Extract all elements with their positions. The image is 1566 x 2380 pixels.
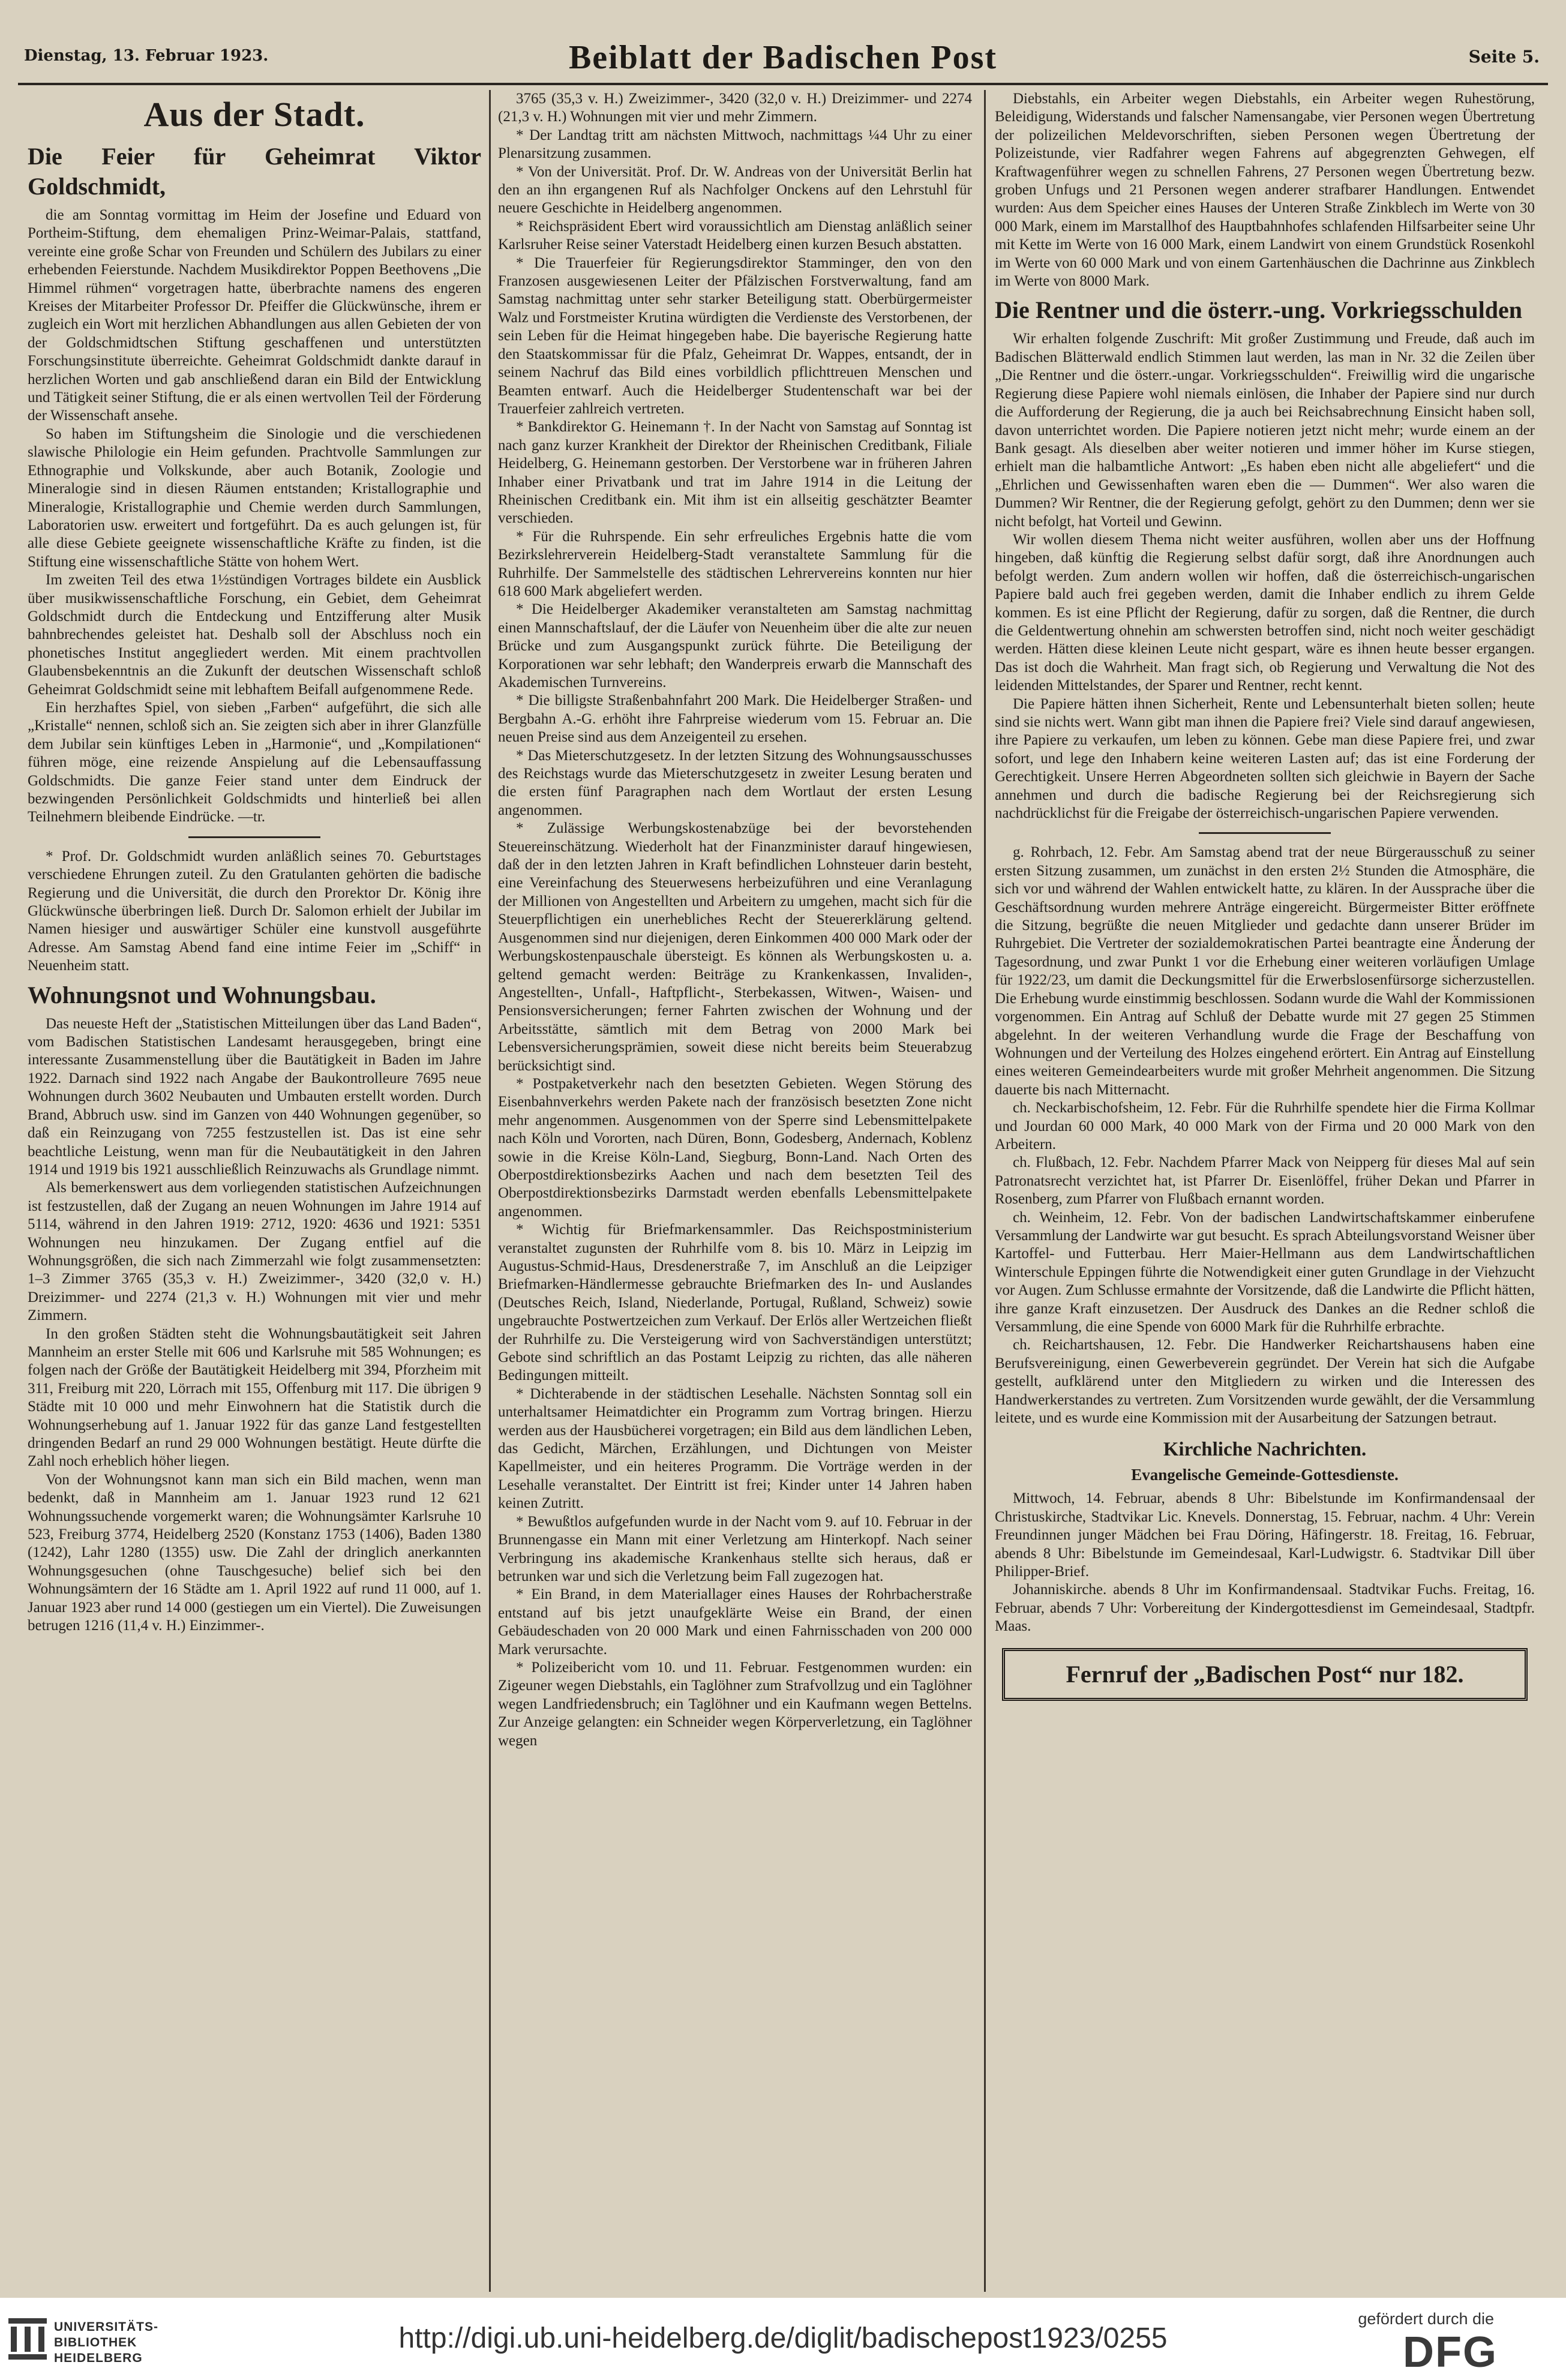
article-paragraph: Im zweiten Teil des etwa 1½stündigen Vortrages bildete ein Ausblick über musikwissenschaftliche Forschung, ein Gebiet, dem Geheimrat Goldschmidt durch die Entdeckung und Entzifferung alter Musik bahnbrechendes geleistet hat. Deshalb soll der Abschluss noch ein phonetisches Institut angegliedert werden. Mit einem prachtvollen Glaubensbekenntnis an die Zukunft der deutschen Wissenschaft schloß Geheimrat Goldschmidt seine mit lebhaftem Beifall aufgenommene Rede. — [28, 572, 481, 698]
article-title-rentner: Die Rentner und die österr.-ung. Vorkriegsschulden — [995, 296, 1522, 324]
news-item: * Dichterabende in der städtischen Lesehalle. Nächsten Sonntag soll ein unterhaltsamer Heimatdichter ein Programm zum Vortrag bringen. Hierzu werden aus der Hausbücherei vorgetragen; ein Bild aus dem ländlichen Leben, das Gedicht, Märchen, Erzählungen, und Dichtungen von Meister Kapellmeister, und ein heiteres Programm. Die Vorträge werden in der Lesehalle veranstaltet. Der Eintritt ist frei; Kinder unter 14 Jahren haben keinen Zutritt. — [498, 1385, 972, 1512]
source-url-link[interactable]: http://digi.ub.uni-heidelberg.de/diglit/badischepost1923/0255 — [398, 2322, 1168, 2354]
news-item: * Bankdirektor G. Heinemann †. In der Nacht von Samstag auf Sonntag ist nach ganz kurzer Krankheit der Direktor der Rheinischen Creditbank, Filiale Heidelberg, G. Heinemann gestorben. Der Verstorbene war in früheren Jahren Inhaber einer Privatbank und trat im Jahre 1914 in die Leitung der Rheinischen Creditbank ein. Mit ihm ist ein allseitig geschätzter Beamter verschieden. — [498, 419, 972, 527]
masthead-date: Dienstag, 13. Februar 1923. — [24, 47, 269, 65]
news-item: ch. Reichartshausen, 12. Febr. Die Handwerker Reichartshausens haben eine Berufsvereinigung, einen Gewerbeverein gegründet. Der Verein hat sich die Aufgabe gestellt, aufklärend unter den Mitgliedern zu wirken und die Interessen des Handwerkerstandes zu vertreten. Zum Vorsitzenden wurde gewählt, der die Versammlung leitete, und es wurde eine Kommission mit der Ausarbeitung der Satzungen betraut. — [995, 1337, 1535, 1427]
column-rule — [984, 90, 986, 2292]
church-news-entry: Mittwoch, 14. Februar, abends 8 Uhr: Bibelstunde im Konfirmandensaal der Christuskirche, Stadtvikar Lic. Knevels. Donnerstag, 15. Februar, nachm. 4 Uhr: Verein Freundinnen junger Mädchen bei Frau Döring, Häfingerstr. 18. Freitag, 16. Februar, abends 8 Uhr: Bibelstunde im Gemeindesaal, Karl-Ludwigstr. 6. Stadtvikar Dill über Philipper-Brief. — [995, 1490, 1535, 1580]
article-paragraph: Wir erhalten folgende Zuschrift: Mit großer Zustimmung und Freude, daß auch im Badischen Blätterwald endlich Stimmen laut werden, las man in Nr. 32 die Zeilen über „Die Rentner und die österr.-ungar. Vorkriegsschulden“. Freiwillig wird die ungarische Regierung diese Papiere wohl niemals einlösen, die Inhaber der Papiere sind nur durch die Aufforderung der Regierung, die ja auch bei Reichsabrechnung Einsicht haben soll, davon unterrichtet worden. Die Papiere notieren jetzt nicht mehr; wurde einem an der Bank gesagt. Als dieselben aber weiter notieren und immer höher im Kurse stiegen, erhielt man die halbamtliche Antwort: „Es haben eben nicht alle abgeliefert“ und die „Ehrlichen und Gewissenhaften waren eben die — Dummen“. Wer also waren die Dummen? Wir Rentner, die der Regierung gefolgt, gehört zu den Dummen; denn wer sie nicht befolgt, hat Vorteil und Gewinn. — [995, 331, 1535, 530]
news-item: * Polizeibericht vom 10. und 11. Februar. Festgenommen wurden: ein Zigeuner wegen Diebstahls, ein Taglöhner zum Strafvollzug und ein Taglöhner wegen Landfriedensbruch; ein Taglöhner und ein Kaufmann wegen Bettelns. Zur Anzeige gelangten: ein Schneider wegen Körperverletzung, ein Taglöhner wegen — [498, 1659, 972, 1749]
article-paragraph: Wir wollen diesem Thema nicht weiter ausführen, wollen aber uns der Hoffnung hingeben, daß künftig die Regierung selbst dafür sorgt, daß ihre Anordnungen auch befolgt werden. Zum andern wollen wir hoffen, daß die österreichisch-ungarischen Papiere bald auch frei gegeben werden, damit die Inhaber endlich zu ihrem Gelde kommen. Es ist eine Pflicht der Regierung, dafür zu sorgen, daß die Rentner, die durch die Geldentwertung ohnehin am schwersten betroffen sind, nicht noch weiter geschädigt werden. Hätten diese kleinen Leute nicht gespart, wäre es ihnen heute besser ergangen. Das ist doch die Wahrheit. Man fragt sich, ob Regierung und Verwaltung die Not des leidenden Mittelstandes, der Sparer und Rentner, recht kennt. — [995, 531, 1535, 694]
article-paragraph: die am Sonntag vormittag im Heim der Josefine und Eduard von Portheim-Stiftung, dem ehemaligen Prinz-Weimar-Palais, stattfand, vereinte eine große Schar von Freunden und Schülern des Jubilars zu einer erhebenden Feierstunde. Nachdem Musikdirektor Poppen Beethovens „Die Himmel rühmen“ vorgetragen hatte, überbrachte namens des engeren Kreises der Mitarbeiter Professor Dr. Pfeiffer die Glückwünsche, ihrem er zugleich ein Wort mit herzlichen Abhandlungen aus allen Gebieten der von der Goldschmidtschen Stiftung geschaffenen und unterstützten Forschungsinstitute überreichte. Geheimrat Goldschmidt dankte darauf in herzlichen Worten und gab anschließend daran ein Bild der Entwicklung und Tätigkeit seiner Stiftung, die er als einen wertvollen Teil der Förderung der Wissenschaft ansehe. — [28, 207, 481, 424]
news-item: * Bewußtlos aufgefunden wurde in der Nacht vom 9. auf 10. Februar in der Brunnengasse ein Mann mit einer Verletzung am Hinterkopf. Nach seiner Verbringung ins akademische Krankenhaus stellte sich heraus, daß er betrunken war und sich die Verletzung beim Fall zugezogen hat. — [498, 1513, 972, 1584]
church-news-title: Kirchliche Nachrichten. — [1163, 1439, 1367, 1461]
news-item: * Von der Universität. Prof. Dr. W. Andreas von der Universität Berlin hat den an ihn ergangenen Ruf als Nachfolger Onckens auf den Lehrstuhl für neuere Geschichte in Heidelberg angenommen. — [498, 163, 972, 217]
article-paragraph: Ein herzhaftes Spiel, von sieben „Farben“ aufgeführt, die sich alle „Kristalle“ nennen, schloß sich an. Sie zeigten sich aber in ihrer Glanzfülle dem Jubilar sein künftiges Leben in „Harmonie“, und „Kompilationen“ führen möge, eine reizende Anspielung auf die Lebensauffassung Goldschmidts. Die ganze Feier stand unter dem Eindruck der bezwingenden Persönlichkeit Goldschmidts und hinterließ bei allen Teilnehmern bleibende Eindrücke. —tr. — [28, 699, 481, 826]
article-paragraph: So haben im Stiftungsheim die Sinologie und die verschiedenen slawische Philologie ein Heim gefunden. Prachtvolle Sammlungen zur Ethnographie und Volkskunde, aber auch Botanik, Zoologie und Mineralogie sind in diesen Räumen entstanden; Kristallographie und Mineralogie, Kristallographie und Chemie werden durch Sammlungen, Laboratorien usw. erweitert und fortgeführt. Da es auch gelungen ist, für alle diese Gebiete geeignete wissenschaftliche Kräfte zu finden, ist die Stiftung eine wissenschaftliche Stätte von hohem Wert. — [28, 425, 481, 570]
masthead-title: Beiblatt der Badischen Post — [568, 39, 998, 76]
column-rule — [489, 90, 491, 2292]
news-item: * Reichspräsident Ebert wird voraussichtlich am Dienstag anläßlich seiner Karlsruher Reise seiner Vaterstadt Heidelberg einen kurzen Besuch abstatten. — [498, 218, 972, 253]
news-item: * Die Trauerfeier für Regierungsdirektor Stamminger, den von den Franzosen ausgewiesenen Leiter der Pfälzischen Forstverwaltung, fand am Samstag nachmittag unter sehr starker Beteiligung statt. Oberbürgermeister Walz und Forstmeister Krutina würdigten die Verdienste des Verstorbenen, der sein Leben für die Heimat hingegeben habe. Die bayerische Regierung hatte den Staatskommissar für die Pfalz, Geheimrat Dr. Wappes, entsandt, der in seinem Nachruf das Bild eines vorbildlich pflichttreuen Menschen und Beamten entwarf. Auch die Heidelberger Studentenschaft war bei der Trauerfeier zahlreich vertreten. — [498, 254, 972, 417]
section-title: Aus der Stadt. — [143, 95, 365, 134]
article-paragraph: Das neueste Heft der „Statistischen Mitteilungen über das Land Baden“, vom Badischen Statistischen Landesamt herausgegeben, bringt eine interessante Zusammenstellung über die Bautätigkeit in Baden im Jahre 1922. Darnach sind 1922 nach Angabe der Baukontrolleure 7695 neue Wohnungen durch 3602 Neubauten und Umbauten erstellt worden. Durch Brand, Abbruch usw. sind im Ganzen von 440 Wohnungen gegenüber, so daß ein Reinzugang von 7255 festzustellen ist. Das ist eine sehr beachtliche Leistung, wenn man für die Neubautätigkeit in den Jahren 1914 und 1919 bis 1921 ausschließlich Reinzuwachs als Grundlage nimmt. — [28, 1015, 481, 1178]
library-name-line: UNIVERSITÄTS- — [54, 2320, 159, 2334]
news-item: * Für die Ruhrspende. Ein sehr erfreuliches Ergebnis hatte die vom Bezirkslehrerverein Heidelberg-Stadt veranstaltete Sammlung für die Ruhrhilfe. Der Sammelstelle des städtischen Lehrervereins konnten nur hier 618 600 Mark abgeliefert werden. — [498, 528, 972, 599]
news-item: ch. Flußbach, 12. Febr. Nachdem Pfarrer Mack von Neipperg für dieses Mal auf sein Patronatsrecht verzichtet hat, ist Pfarrer Dr. Eisenlöffel, früher Dekan und Pfarrer in Rosenberg, zum Pfarrer von Flußbach ernannt worden. — [995, 1154, 1535, 1208]
news-item: Diebstahls, ein Arbeiter wegen Diebstahls, ein Arbeiter wegen Ruhestörung, Beleidigung, Widerstands und falscher Namensangabe, vier Personen wegen Übertretung der polizeilichen Meldevorschriften, sieben Personen wegen Übertretung der Polizeistunde, vier Radfahrer wegen Fahrens auf abgegrenzten Gehwegen, elf Kraftwagenführer wegen zu schnellen Fahrens, 27 Personen wegen Übertretung bezw. groben Unfugs und 21 Personen wegen anderer strafbarer Handlungen. Entwendet wurden: Aus dem Speicher eines Hauses der Unteren Straße Zinkblech im Werte von 30 000 Mark, einem im Marstallhof des Hauptbahnhofes schlafenden Hilfsarbeiter seine Uhr mit Kette im Werte von 16 000 Mark, einem Landwirt von einem Grundstück Rosenkohl im Werte von 60 000 Mark und von einem Gartenhäuschen die Dachrinne aus Zinkblech im Werte von 8000 Mark. — [995, 91, 1535, 290]
news-item: * Die billigste Straßenbahnfahrt 200 Mark. Die Heidelberger Straßen- und Bergbahn A.-G. erhöht ihre Fahrpreise wiederum vom 15. Februar an. Die neuen Preise sind aus dem Anzeigenteil zu ersehen. — [498, 692, 972, 746]
article-paragraph: In den großen Städten steht die Wohnungsbautätigkeit seit Jahren Mannheim an erster Stelle mit 606 und Karlsruhe mit 585 Wohnungen; es folgen nach der Größe der Bautätigkeit Heidelberg mit 394, Pforzheim mit 311, Freiburg mit 220, Lörrach mit 155, Offenburg mit 117. Die übrigen 9 Städte mit 10 000 und mehr Einwohnern hat die Statistik durch die Wohnungserhebung auf 1. Januar 1922 für das ganze Land festgestellten dringenden Bedarf an rund 29 000 Wohnungen bestätigt. Heute dürfte die Zahl noch erheblich höher liegen. — [28, 1325, 481, 1470]
article-paragraph: * Prof. Dr. Goldschmidt wurden anläßlich seines 70. Geburtstages verschiedene Ehrungen zuteil. Zu den Gratulanten gehörten die badische Regierung und die Universität, die durch den Prorektor Dr. König ihre Glückwünsche überbringen ließ. Durch Dr. Salomon erhielt der Jubilar im Namen hiesiger und auswärtiger Schüler eine kunstvoll ausgeführte Adresse. Am Samstag Abend fand eine intime Feier im „Schiff“ in Neuenheim statt. — [28, 848, 481, 974]
library-name-line: BIBLIOTHEK — [54, 2336, 137, 2349]
news-item: ch. Neckarbischofsheim, 12. Febr. Für die Ruhrhilfe spendete hier die Firma Kollmar und Jourdan 60 000 Mark, 40 000 Mark von der Firma und 20 000 Mark von den Arbeitern. — [995, 1100, 1535, 1153]
column-2 — [498, 90, 972, 2292]
news-item: * Zulässige Werbungskostenabzüge bei der bevorstehenden Steuereinschätzung. Wiederholt hat der Finanzminister darauf hingewiesen, daß der in den letzten Jahren in Kraft befindlichen Lohnsteuer darin besteht, eine Vereinfachung des Steuerwesens herbeizuführen und eine Veranlagung der Millionen von Angestellten und Arbeitern zu umgehen, macht sich für die Steuerpflichtigen ein unerhebliches Recht der Steuererklärung geltend. Ausgenommen sind nur diejenigen, deren Einkommen 400 000 Mark oder der Werbungskostenpauschale übersteigt. Es können als Werbungskosten u. a. geltend gemacht werden: Beiträge zu Krankenkassen, Invaliden-, Angestellten-, Unfall-, Haftpflicht-, Sterbekassen, Witwen-, Waisen- und Pensionsversicherungen; ferner Fahrten zwischen der Wohnung und der Arbeitsstätte, sämtlich mit dem Betrag von 2000 Mark bei Lebensversicherungsprämien, soweit diese nicht bereits beim Steuerabzug berücksichtigt sind. — [498, 820, 972, 1074]
dfg-logo: DFG — [1403, 2328, 1498, 2376]
article-paragraph: Von der Wohnungsnot kann man sich ein Bild machen, wenn man bedenkt, daß in Mannheim am 1. Januar 1923 rund 12 621 Wohnungssuchende vorgemerkt waren; die Wohnungsämter Karlsruhe 10 523, Freiburg 3774, Heidelberg 2520 (Konstanz 1753 (1406), Baden 1380 (1242), Lahr 1280 (1355) usw. Die Zahl der dringlich anerkannten Wohnungsgesuchen (ohne Tauschgesuche) belief sich bei den Wohnungsämtern der 16 Städte am 1. April 1922 auf rund 11 000, auf 1. Januar 1923 aber rund 14 000 (gestiegen um ein Viertel). Die Zuweisungen betrugen 1216 (11,4 v. H.) Einzimmer-. — [28, 1471, 481, 1634]
news-item: * Wichtig für Briefmarkensammler. Das Reichspostministerium veranstaltet zugunsten der Ruhrhilfe vom 8. bis 10. März in Leipzig im Augustus-Schmid-Haus, Dresdenerstraße 7, im Anschluß an die Leipziger Briefmarken-Händlermesse gebrauchte Briefmarken des In- und Auslandes (Deutsches Reich, Island, Niederlande, Portugal, Rußland, Schweiz) sowie ungebrauchte Postwertzeichen zum Verkauf. Der Erlös aller Wertzeichen fließt der Ruhrhilfe zu. Die Versteigerung wird von Sachverständigen unterstützt; Gebote sind schriftlich an das Postamt Leipzig zu richten, das alle näheren Bedingungen mitteilt. — [498, 1221, 972, 1384]
news-item: ch. Weinheim, 12. Febr. Von der badischen Landwirtschaftskammer einberufene Versammlung der Landwirte war gut besucht. Es sprach Abteilungsvorstand Weisner über Kartoffel- und Futterbau. Herr Maier-Hellmann aus dem Landwirtschaftlichen Winterschule Eppingen führte die Notwendigkeit einer guten Grundlage in der Viehzucht vor Augen. Zum Schlusse ermahnte der Vorsitzende, daß die Landwirte die Pflicht hätten, ihre ganze Kraft einzusetzen. Der Ausdruck des Dankes an die Redner schloß die Versammlung, die eine Spende von 6000 Mark für die Ruhrhilfe erbrachte. — [995, 1209, 1535, 1335]
news-item: * Die Heidelberger Akademiker veranstalteten am Samstag nachmittag einen Mannschaftslauf, der die Läufer von Neuenheim über die alte zur neuen Brücke und zum Ausgangspunkt zurück führte. Die Beteiligung der Korporationen war sehr lebhaft; den Wanderpreis erwarb die Mannschaft des Akademischen Turnvereins. — [498, 601, 972, 691]
news-item: g. Rohrbach, 12. Febr. Am Samstag abend trat der neue Bürgerausschuß zu seiner ersten Sitzung zusammen, um zunächst in den ersten 2½ Stunden die Atmosphäre, die sich vor und während der Wahlen entwickelt hatte, zu klären. In der Aussprache über die Geschäftsordnung wurden mehrere Anträge eingereicht. Bürgermeister Bitter eröffnete die Sitzung, begrüßte die neuen Mitglieder und gedachte dann unserer Brüder im Ruhrgebiet. Die Vertreter der sozialdemokratischen Partei beantragte eine Änderung der Tagesordnung, und zwar Punkt 1 vor die Erhebung einer weiteren vorläufigen Umlage für 1922/23, um damit die Deckungsmittel für die Erwerbslosenfürsorge sicherzustellen. Die Erhebung wurde einstimmig beschlossen. Sodann wurde die Wahl der Kommissionen vorgenommen. Ein Antrag auf Schluß der Debatte wurde mit 27 gegen 25 Stimmen abgelehnt. In der weiteren Verhandlung wurde die Frage der Beschaffung von Wohnungen und der Verteilung des Holzes eingehend erörtert. Ein Antrag auf Einstellung eines weiteren Gemeindearbeiters wurde mit großer Mehrheit angenommen. Die Sitzung dauerte bis nach Mitternacht. — [995, 844, 1535, 1098]
masthead — [18, 35, 1548, 85]
digitization-footer — [0, 2298, 1566, 2380]
funded-by-label: gefördert durch die — [1358, 2310, 1494, 2328]
telephone-ad-box: Fernruf der „Badischen Post“ nur 182. — [1002, 1648, 1528, 1701]
column-1 — [28, 90, 481, 2292]
news-item: 3765 (35,3 v. H.) Zweizimmer-, 3420 (32,0 v. H.) Dreizimmer- und 2274 (21,3 v. H.) Wohnungen mit vier und mehr Zimmern. — [498, 91, 972, 125]
article-paragraph: Die Papiere hätten ihnen Sicherheit, Rente und Lebensunterhalt bieten sollen; heute sind sie nichts wert. Wann gibt man ihnen die Papiere frei? Viele sind darauf angewiesen, ihre Papiere zu verkaufen, um leben zu können. Gebe man diese Papiere frei, und zwar sofort, und lege den Inhabern keine weiteren Lasten auf; das ist eine Forderung der Gerechtigkeit. Unsere Herren Abgeordneten sollten sich gleichwie in Bayern der Sache annehmen und durch die badische Regierung bei der Reichsregierung sich nachdrücklichst für die Freigabe der österreichisch-ungarischen Papiere verwenden. — [995, 695, 1535, 822]
masthead-page-number: Seite 5. — [1468, 47, 1540, 67]
article-title-wohnungsnot: Wohnungsnot und Wohnungsbau. — [28, 981, 376, 1009]
news-item: * Das Mieterschutzgesetz. In der letzten Sitzung des Wohnungsausschusses des Reichstags wurde das Mieterschutzgesetz in zweiter Lesung beraten und die ersten fünf Paragraphen nach dem Wortlaut der ersten Lesung angenommen. — [498, 747, 972, 818]
column-3 — [995, 90, 1535, 2292]
news-item: * Der Landtag tritt am nächsten Mittwoch, nachmittags ¼4 Uhr zu einer Plenarsitzung zusammen. — [498, 127, 972, 162]
library-name-line: HEIDELBERG — [54, 2351, 143, 2365]
article-title-goldschmidt: Die Feier für Geheimrat Viktor Goldschmidt, — [28, 143, 481, 200]
news-item: * Ein Brand, in dem Materiallager eines Hauses der Rohrbacherstraße entstand auf bis jetzt unaufgeklärte Weise ein Brand, der einen Gebäudeschaden von 20 000 Mark und einen Fahrnisschaden von 200 000 Mark verursachte. — [498, 1586, 972, 1658]
divider — [1199, 832, 1331, 834]
divider — [188, 836, 320, 838]
church-news-subtitle: Evangelische Gemeinde-Gottesdienste. — [1131, 1466, 1399, 1484]
news-item: * Postpaketverkehr nach den besetzten Gebieten. Wegen Störung des Eisenbahnverkehrs werden Pakete nach der französisch besetzten Zone nicht mehr angenommen. Ausgenommen von der Sperre sind Lebensmittelpakete nach Köln und Vororten, nach Düren, Bonn, Godesberg, Andernach, Koblenz sowie in die Kreise Köln-Land, Siegburg, Bonn-Land. Nach Orten des Oberpostdirektionsbezirks Aachen und nach dem besetzten Teil des Oberpostdirektionsbezirks Darmstadt werden ebenfalls Lebensmittelpakete angenommen. — [498, 1075, 972, 1220]
church-news-entry: Johanniskirche. abends 8 Uhr im Konfirmandensaal. Stadtvikar Fuchs. Freitag, 16. Februar, abends 7 Uhr: Vorbereitung der Kindergottesdienst im Gemeindesaal, Stadtpfr. Maas. — [995, 1581, 1535, 1635]
article-paragraph: Als bemerkenswert aus dem vorliegenden statistischen Aufzeichnungen ist festzustellen, daß der Zugang an neuen Wohnungen im Jahre 1914 auf 5114, während in den Jahren 1919: 2712, 1920: 4636 und 1921: 5351 Wohnungen neu hinzukamen. Der Zugang entfiel auf die Wohnungsgrößen, die sich nach Zimmerzahl wie folgt zusammensetzten: 1–3 Zimmer 3765 (35,3 v. H.) Zweizimmer-, 3420 (32,0 v. H.) Dreizimmer- und 2274 (21,3 v. H.) Wohnungen mit vier und mehr Zimmern. — [28, 1180, 481, 1324]
